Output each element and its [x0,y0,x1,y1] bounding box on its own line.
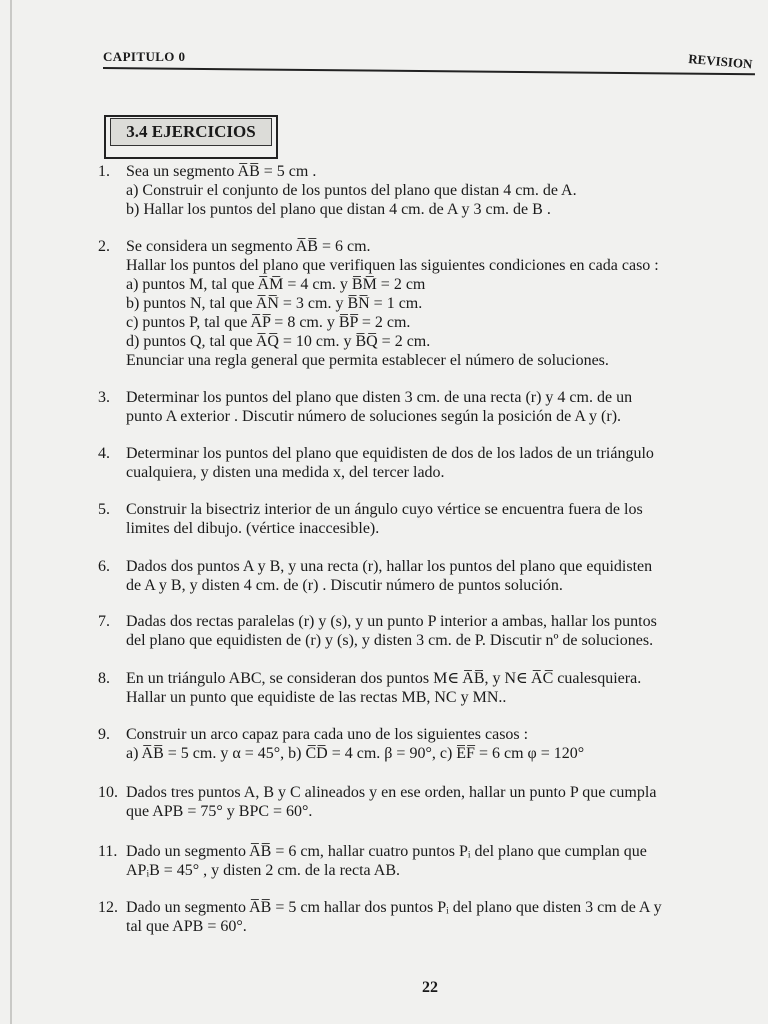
exercise-8 [98,669,641,707]
exercise-number: 9. [98,726,110,743]
exercise-line: b) puntos N, tal que A̅N̅ = 3 cm. y B̅N̅ = 1 cm. [126,295,423,312]
exercise-line: Dado un segmento A̅B̅ = 5 cm hallar dos puntos Pᵢ del plano que disten 3 cm de A y [126,899,662,916]
exercise-line: de A y B, y disten 4 cm. de (r) . Discutir número de puntos solución. [126,577,563,594]
exercise-1 [98,162,577,219]
exercise-line: d) puntos Q, tal que A̅Q̅ = 10 cm. y B̅Q̅ = 2 cm. [126,333,431,350]
exercise-line: Dado un segmento A̅B̅ = 6 cm, hallar cuatro puntos Pᵢ del plano que cumplan que [126,843,647,860]
exercise-6 [98,557,652,595]
exercise-5 [98,500,643,538]
exercise-7 [98,612,657,650]
header-rule [103,67,755,75]
section-header: REVISION [687,51,754,72]
exercise-10 [98,783,656,821]
exercise-9 [98,725,584,763]
exercise-number: 12. [98,899,118,916]
exercise-line: Determinar los puntos del plano que equidisten de dos de los lados de un triángulo [126,445,654,462]
section-title: 3.4 EJERCICIOS [110,118,272,146]
exercise-line: En un triángulo ABC, se consideran dos puntos M∈ A̅B̅, y N∈ A̅C̅ cualesquiera. [126,670,642,687]
exercise-line: Dadas dos rectas paralelas (r) y (s), y un punto P interior a ambas, hallar los puntos [126,613,657,630]
exercise-number: 4. [98,445,110,462]
exercise-line: Se considera un segmento A̅B̅ = 6 cm. [126,238,371,255]
exercise-line: del plano que equidisten de (r) y (s), y disten 3 cm. de P. Discutir nº de soluciones. [126,632,654,649]
exercise-line: tal que APB = 60°. [126,918,247,935]
exercise-line: Determinar los puntos del plano que disten 3 cm. de una recta (r) y 4 cm. de un [126,389,633,406]
exercise-line: Dados tres puntos A, B y C alineados y en ese orden, hallar un punto P que cumpla [126,784,657,801]
exercise-line: Hallar los puntos del plano que verifiquen las siguientes condiciones en cada caso : [126,257,659,274]
exercise-line: a) puntos M, tal que A̅M̅ = 4 cm. y B̅M̅ = 2 cm [126,276,426,293]
page-number: 22 [422,979,438,996]
exercise-line: que APB = 75° y BPC = 60°. [126,803,313,820]
exercise-line: cualquiera, y disten una medida x, del tercer lado. [126,464,445,481]
exercise-number: 3. [98,389,110,406]
exercise-3 [98,388,632,426]
exercise-11 [98,842,647,880]
exercise-number: 10. [98,784,118,801]
exercise-line: punto A exterior . Discutir número de soluciones según la posición de A y (r). [126,408,622,425]
exercise-number: 1. [98,163,110,180]
exercise-number: 5. [98,501,110,518]
exercise-number: 8. [98,670,110,687]
exercise-line: a) A̅B̅ = 5 cm. y α = 45°, b) C̅D̅ = 4 cm. β = 90°, c) E̅F̅ = 6 cm φ = 120° [126,745,585,762]
binding-edge [10,0,12,1024]
exercise-line: Enunciar una regla general que permita establecer el número de soluciones. [126,352,609,369]
exercise-2 [98,237,659,370]
exercise-line: Construir un arco capaz para cada uno de los siguientes casos : [126,726,529,743]
exercise-number: 11. [98,843,118,860]
exercise-line: Sea un segmento A̅B̅ = 5 cm . [126,163,317,180]
exercise-line: c) puntos P, tal que A̅P̅ = 8 cm. y B̅P̅ = 2 cm. [126,314,411,331]
exercise-line: limites del dibujo. (vértice inaccesible). [126,520,380,537]
exercise-line: Construir la bisectriz interior de un ángulo cuyo vértice se encuentra fuera de los [126,501,643,518]
exercise-number: 2. [98,238,110,255]
exercise-4 [98,444,654,482]
exercise-number: 6. [98,558,110,575]
exercise-line: a) Construir el conjunto de los puntos del plano que distan 4 cm. de A. [126,182,577,199]
exercise-line: Hallar un punto que equidiste de las rectas MB, NC y MN.. [126,689,507,706]
exercise-line: Dados dos puntos A y B, y una recta (r), hallar los puntos del plano que equidisten [126,558,653,575]
exercise-number: 7. [98,613,110,630]
exercise-12 [98,898,662,936]
exercise-line: APᵢB = 45° , y disten 2 cm. de la recta AB. [126,862,400,879]
exercise-line: b) Hallar los puntos del plano que distan 4 cm. de A y 3 cm. de B . [126,201,551,218]
chapter-header: CAPITULO 0 [103,49,186,64]
